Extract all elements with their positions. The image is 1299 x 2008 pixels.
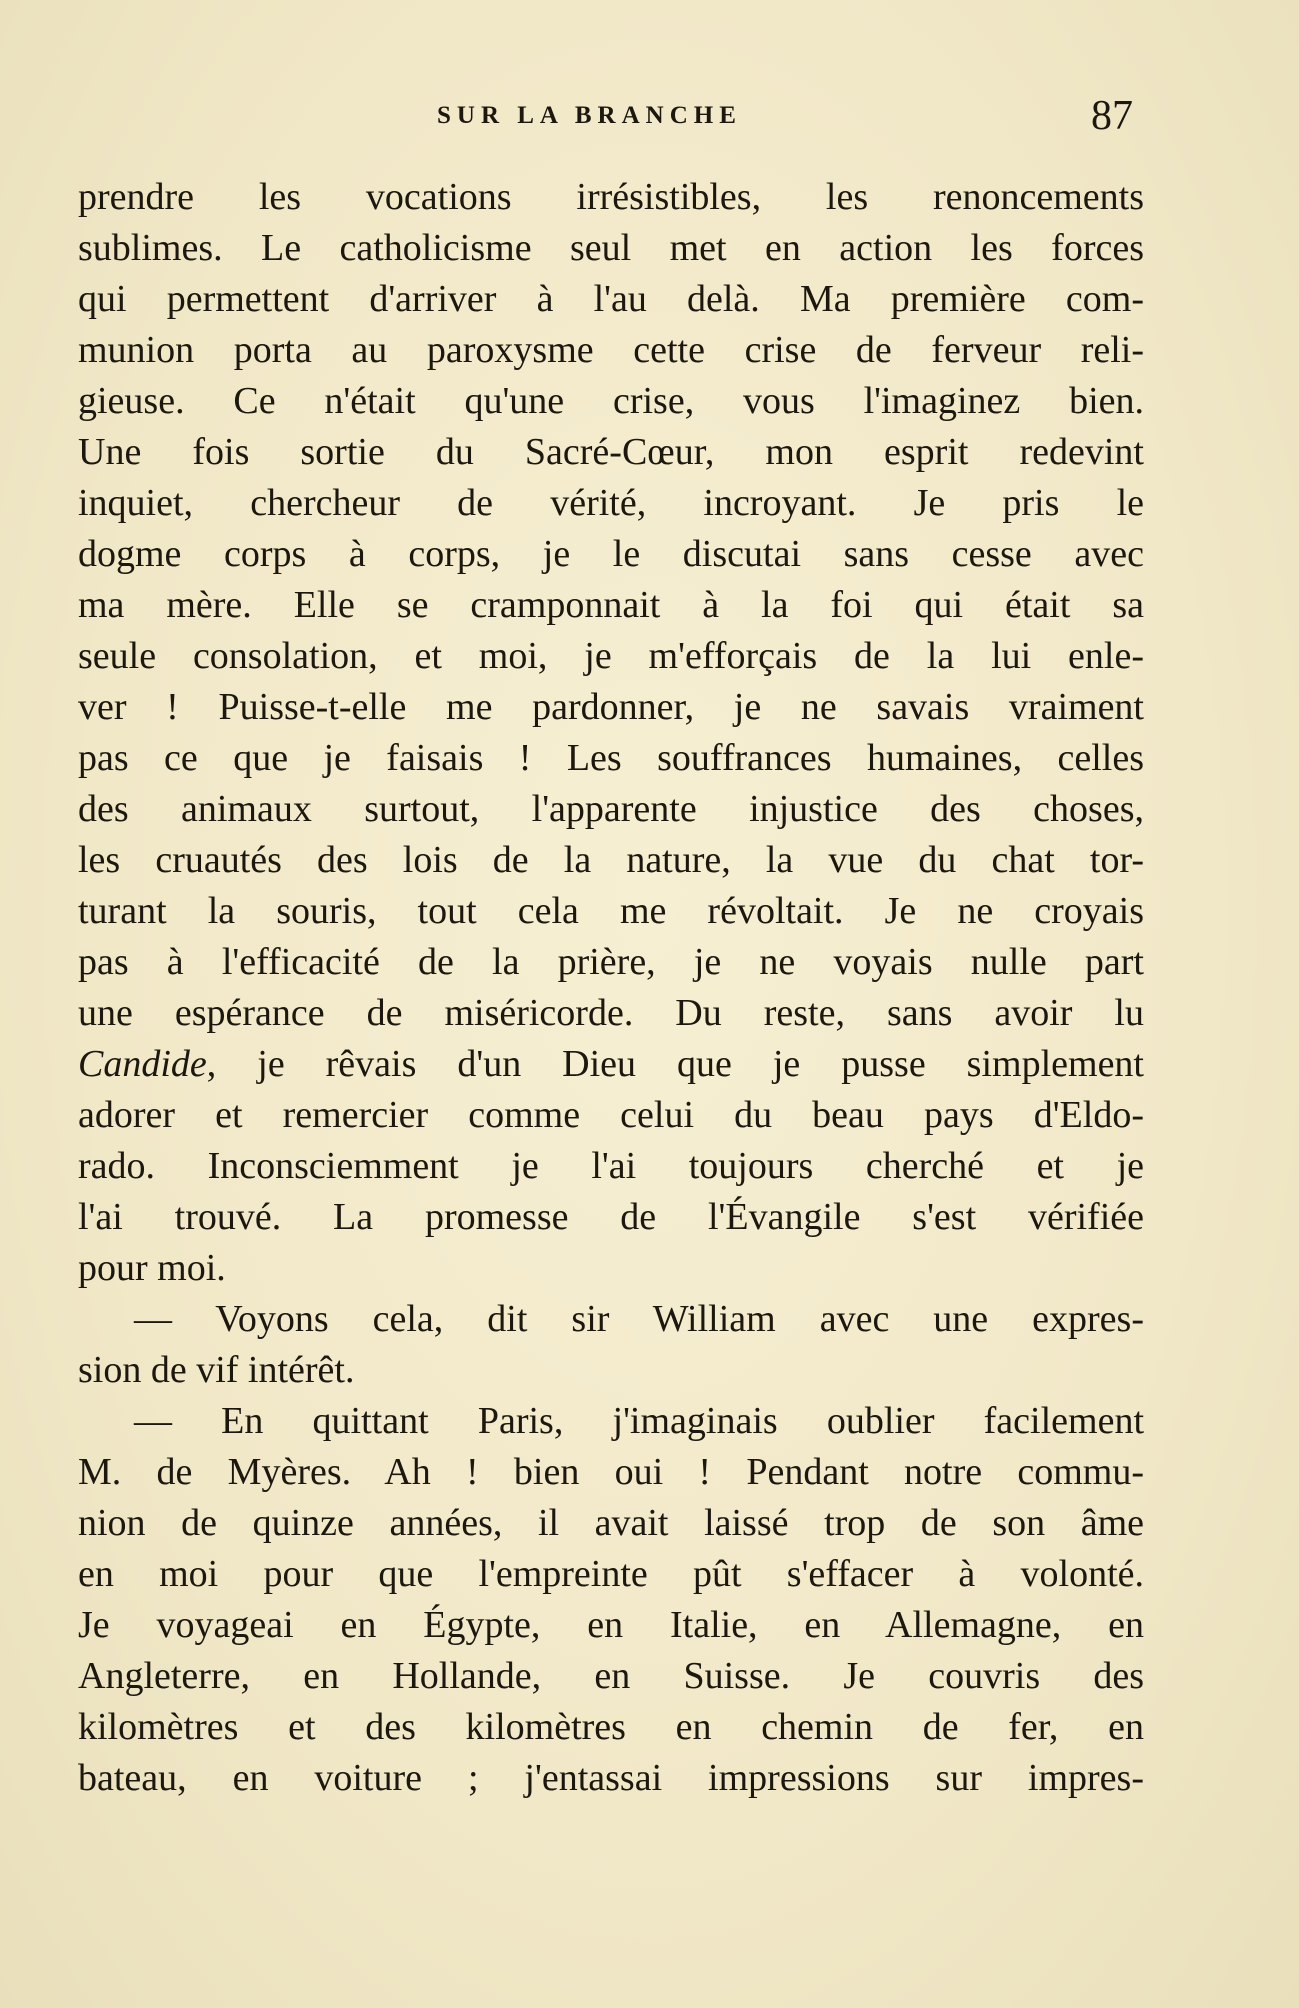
italic-title: Candide xyxy=(78,1043,207,1085)
running-title: SUR LA BRANCHE xyxy=(437,102,742,129)
text-line: sublimes. Le catholicisme seul met en action les forces xyxy=(78,227,1144,269)
text-line: des animaux surtout, l'apparente injustice des choses, xyxy=(78,788,1144,830)
text-line: prendre les vocations irrésistibles, les renoncements xyxy=(78,176,1144,218)
text-line: pas ce que je faisais ! Les souffrances humaines, celles xyxy=(78,737,1144,779)
text-line: en moi pour que l'empreinte pût s'effacer à volonté. xyxy=(78,1553,1144,1595)
text-line: qui permettent d'arriver à l'au delà. Ma première com- xyxy=(78,278,1144,320)
text-line: seule consolation, et moi, je m'efforçais de la lui enle- xyxy=(78,635,1144,677)
body-text xyxy=(78,172,1144,1804)
text-line: rado. Inconsciemment je l'ai toujours cherché et je xyxy=(78,1145,1144,1187)
text-line: M. de Myères. Ah ! bien oui ! Pendant notre commu- xyxy=(78,1451,1144,1493)
text-line: nion de quinze années, il avait laissé trop de son âme xyxy=(78,1502,1144,1544)
text-line: pour moi. xyxy=(78,1247,226,1289)
text-line: une espérance de miséricorde. Du reste, sans avoir lu xyxy=(78,992,1144,1034)
text-span: , je rêvais d'un Dieu que je pusse simplement xyxy=(206,1043,1144,1085)
text-line: ver ! Puisse-t-elle me pardonner, je ne savais vraiment xyxy=(78,686,1144,728)
text-line: Une fois sortie du Sacré-Cœur, mon esprit redevint xyxy=(78,431,1144,473)
text-line: Je voyageai en Égypte, en Italie, en Allemagne, en xyxy=(78,1604,1144,1646)
text-line: gieuse. Ce n'était qu'une crise, vous l'imaginez bien. xyxy=(78,380,1144,422)
text-line: l'ai trouvé. La promesse de l'Évangile s'est vérifiée xyxy=(78,1196,1144,1238)
text-line: kilomètres et des kilomètres en chemin de fer, en xyxy=(78,1706,1144,1748)
text-line: sion de vif intérêt. xyxy=(78,1349,355,1391)
text-line-candide xyxy=(78,1039,1144,1090)
text-line: ma mère. Elle se cramponnait à la foi qui était sa xyxy=(78,584,1144,626)
text-line: dogme corps à corps, je le discutai sans cesse avec xyxy=(78,533,1144,575)
text-line: munion porta au paroxysme cette crise de ferveur reli- xyxy=(78,329,1144,371)
text-line: Angleterre, en Hollande, en Suisse. Je couvris des xyxy=(78,1655,1144,1697)
text-line: adorer et remercier comme celui du beau pays d'Eldo- xyxy=(78,1094,1144,1136)
page-number: 87 xyxy=(1091,93,1133,139)
text-line: les cruautés des lois de la nature, la vue du chat tor- xyxy=(78,839,1144,881)
text-line: pas à l'efficacité de la prière, je ne voyais nulle part xyxy=(78,941,1144,983)
text-line: inquiet, chercheur de vérité, incroyant. Je pris le xyxy=(78,482,1144,524)
dialogue-line: — En quittant Paris, j'imaginais oublier facilement xyxy=(134,1400,1144,1442)
dialogue-line: — Voyons cela, dit sir William avec une expres- xyxy=(134,1298,1144,1340)
running-header xyxy=(0,92,1299,139)
text-line: turant la souris, tout cela me révoltait. Je ne croyais xyxy=(78,890,1144,932)
text-line: bateau, en voiture ; j'entassai impressions sur impres- xyxy=(78,1757,1144,1799)
